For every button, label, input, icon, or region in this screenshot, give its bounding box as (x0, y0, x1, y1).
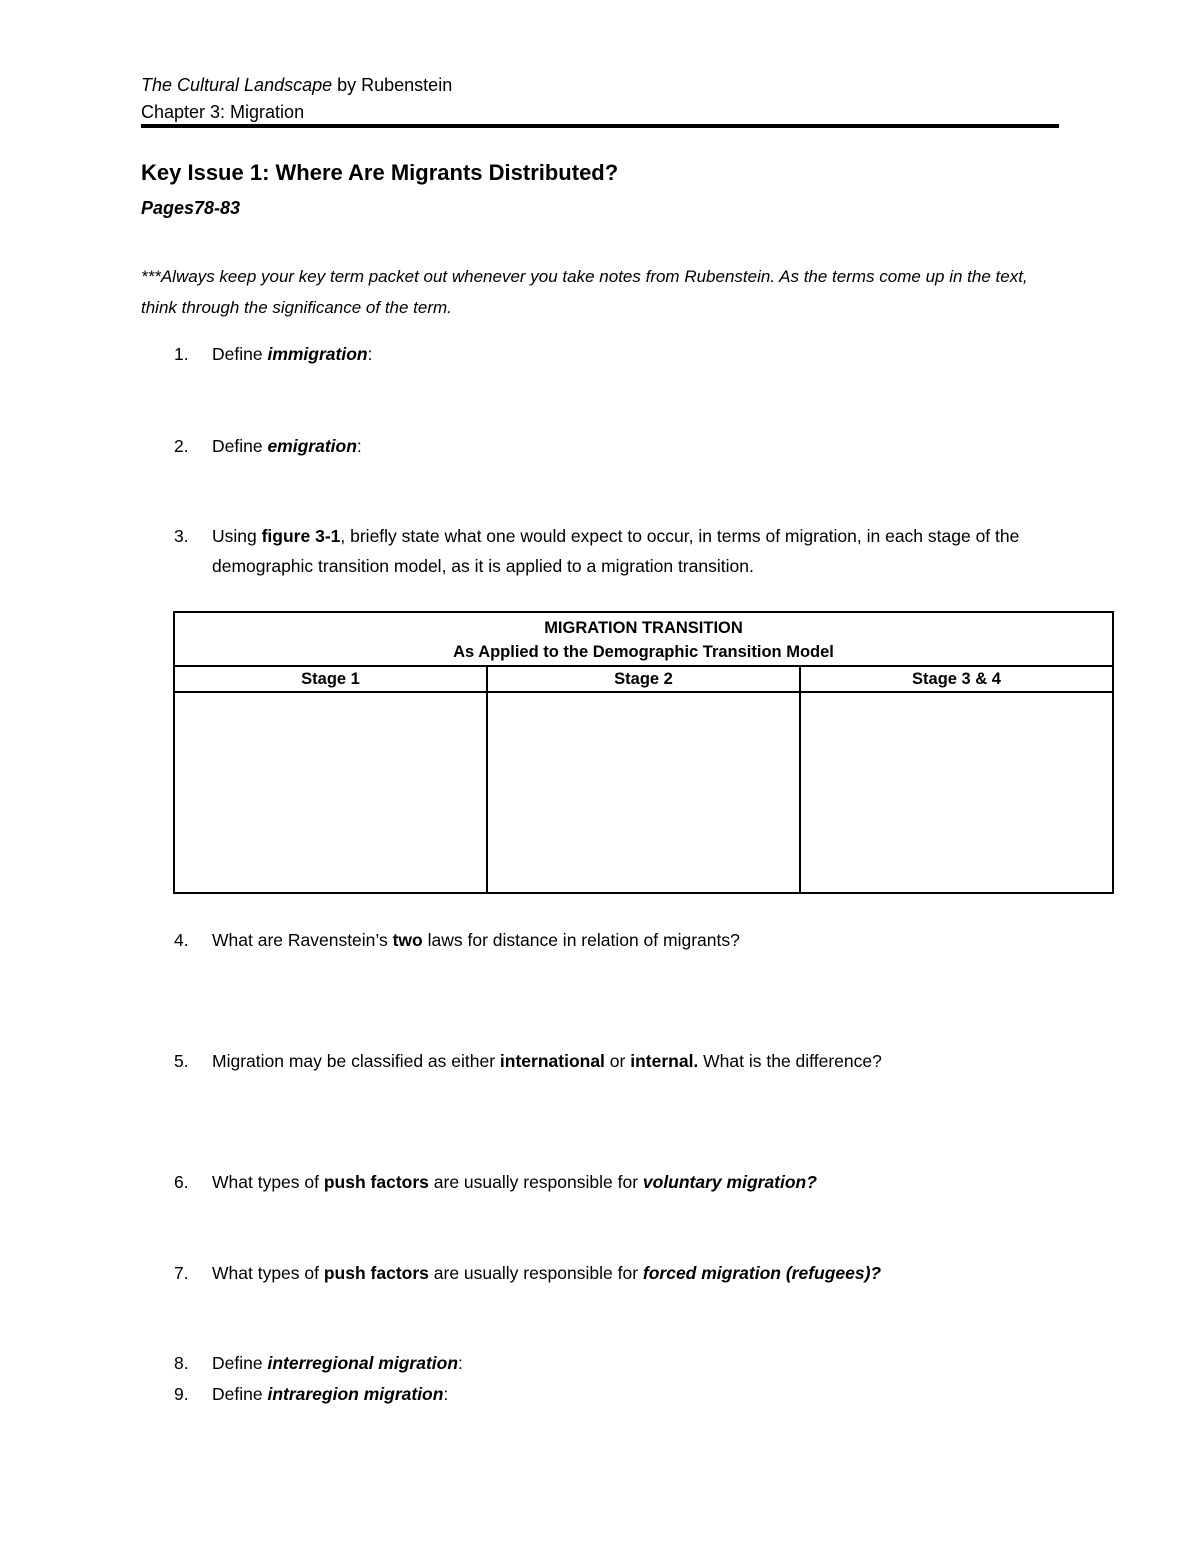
key-term: international (499, 1051, 605, 1071)
question-5 (174, 1046, 1054, 1076)
key-term: internal. (630, 1051, 699, 1071)
question-number: 2. (174, 436, 189, 456)
question-text: : (458, 1353, 463, 1373)
stage-1-answer-cell[interactable] (174, 692, 487, 893)
stage-2-header: Stage 2 (487, 666, 800, 692)
key-term: intraregion migration (267, 1384, 444, 1404)
question-9 (174, 1379, 1054, 1409)
question-number: 7. (174, 1263, 189, 1283)
page-range: Pages78-83 (141, 198, 241, 218)
question-text: Define (212, 1353, 268, 1373)
instruction-note: ***Always keep your key term packet out whenever you take notes from Rubenstein. As the terms come up in the text, think through the significance of the term. (141, 267, 1028, 317)
question-text: What types of (212, 1172, 324, 1192)
question-7 (174, 1258, 1054, 1288)
question-text: What is the difference? (698, 1051, 882, 1071)
question-text: Define (212, 344, 268, 364)
question-text: are usually responsible for (428, 1172, 643, 1192)
key-term: interregional migration (267, 1353, 459, 1373)
stage-3-4-answer-cell[interactable] (800, 692, 1113, 893)
question-text: Using (212, 526, 262, 546)
migration-transition-table (173, 611, 1114, 894)
question-8 (174, 1348, 1054, 1378)
key-term: voluntary migration? (642, 1172, 817, 1192)
question-number: 3. (174, 526, 189, 546)
page-title: Key Issue 1: Where Are Migrants Distributed? (141, 160, 619, 185)
question-6 (174, 1167, 1054, 1197)
question-text: , briefly state what one would expect to occur, in terms of migration, in each stage of the demographic transition model, as it is applied to a migration transition. (212, 526, 1020, 576)
chapter-header: Chapter 3: Migration (141, 102, 305, 122)
key-term: two (392, 930, 423, 950)
question-text: : (443, 1384, 449, 1404)
book-author: by Rubenstein (332, 75, 453, 95)
question-number: 5. (174, 1051, 189, 1071)
key-term: push factors (323, 1263, 429, 1283)
question-number: 1. (174, 344, 189, 364)
question-number: 9. (174, 1384, 189, 1404)
question-text: or (604, 1051, 631, 1071)
question-text: : (367, 344, 373, 364)
stage-1-header: Stage 1 (174, 666, 487, 692)
question-number: 8. (174, 1353, 189, 1373)
question-number: 6. (174, 1172, 189, 1192)
question-text: What types of (212, 1263, 324, 1283)
header-rule (141, 124, 1059, 128)
table-header (174, 612, 1113, 666)
question-text: : (356, 436, 362, 456)
question-text: Define (212, 436, 268, 456)
key-term: forced migration (refugees)? (642, 1263, 882, 1283)
question-text: Define (212, 1384, 268, 1404)
question-text: laws for distance in relation of migrants? (422, 930, 740, 950)
table-title: MIGRATION TRANSITION (544, 619, 743, 637)
key-term: figure 3-1 (261, 526, 341, 546)
question-text: Migration may be classified as either (212, 1051, 500, 1071)
question-2 (174, 431, 1054, 461)
question-4 (174, 925, 1054, 955)
key-term: emigration (267, 436, 357, 456)
question-text: are usually responsible for (428, 1263, 643, 1283)
question-text: What are Ravenstein’s (212, 930, 393, 950)
table-subtitle: As Applied to the Demographic Transition Model (453, 643, 834, 661)
key-term: push factors (323, 1172, 429, 1192)
question-number: 4. (174, 930, 189, 950)
stage-2-answer-cell[interactable] (487, 692, 800, 893)
stage-3-4-header: Stage 3 & 4 (800, 666, 1113, 692)
book-header (141, 74, 452, 96)
book-title: The Cultural Landscape (141, 75, 333, 95)
question-3 (174, 521, 1054, 581)
key-term: immigration (267, 344, 368, 364)
question-1 (174, 339, 1054, 369)
